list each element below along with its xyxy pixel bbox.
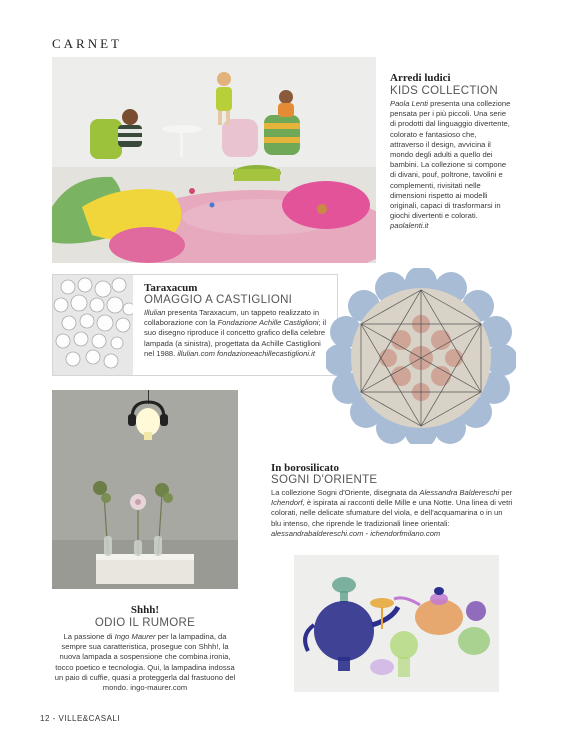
kids-subtitle: KIDS COLLECTION	[390, 85, 499, 97]
shhh-text1: La passione di	[63, 632, 115, 641]
shhh-body	[52, 632, 238, 693]
taraxacum-foundation: Fondazione Achille Castiglioni	[217, 318, 319, 328]
shhh-designer: Ingo Maurer	[114, 632, 156, 641]
shhh-text2: per la lampadina, da sempre sua caratteristica, prosegue con Shhh!, la nuova lampada a sospensione che combina ironia, tocco poetico e tecnologia. Qui, la lampadina indossa un paio di cuffie, quasi a proteggerla dal frastuono del mondo. ingo-maurer.com	[54, 632, 236, 693]
kids-url[interactable]: paolalenti.it	[390, 221, 429, 231]
borosilicato-subtitle: SOGNI D'ORIENTE	[271, 474, 378, 486]
borosilicato-title: In borosilicato	[271, 462, 339, 474]
taraxacum-body	[144, 308, 332, 359]
borosilicato-designer: Alessandra Baldereschi	[419, 488, 500, 497]
taraxacum-text1: presenta Taraxacum, un tappeto realizzato in collaborazione con la	[144, 308, 320, 328]
taraxacum-title: Taraxacum	[144, 282, 198, 294]
borosilicato-text2: per	[499, 488, 513, 497]
taraxacum-url[interactable]: illulian.com fondazioneachillecastiglioni.it	[177, 348, 315, 358]
borosilicato-body	[271, 488, 513, 539]
kids-text: presenta una collezione pensata per i più piccoli. Una serie di prodotti dal linguaggio divertente, colorato e fantasioso che, attraverso il design, avvicina il mondo degli adulti a quello dei bambini. La collezione si compone di divani, pouf, poltrone, tavolini e complementi, rivisitati nelle dimensioni rispetto ai modelli originali, capaci di trasformarsi in giochi divertenti e colorati.	[390, 99, 511, 221]
shhh-title: Shhh!	[130, 604, 160, 616]
section-title: CARNET	[52, 36, 122, 51]
taraxacum-lamp-photo	[53, 275, 133, 375]
taraxacum-text2: ; il suo disegno riproduce il concetto grafico della celebre lampada (a sinistra), progettata da Achille Castiglioni nel 1988.	[144, 318, 327, 358]
taraxacum-rug-image	[326, 268, 516, 444]
borosilicato-url[interactable]: alessandrabaldereschi.com - ichendorfmilano.com	[271, 528, 441, 538]
borosilicato-text3: , è ispirata ai racconti delle Mille e una Notte. Una linea di vetri colorati, nelle delicate sfumature del viola, e dell'acquamarina o in un blu intenso, che riprende le tradizionali linee orientali:	[271, 498, 513, 528]
kids-collection-photo	[52, 57, 376, 263]
borosilicato-text1: La collezione Sogni d'Oriente, disegnata da	[271, 488, 420, 497]
taraxacum-brand: Illulian	[144, 308, 166, 317]
borosilicato-brand: Ichendorf	[271, 498, 303, 508]
shhh-lamp-photo	[52, 390, 238, 589]
shhh-subtitle: ODIO IL RUMORE	[94, 617, 196, 629]
kids-brand: Paola Lenti	[390, 99, 428, 108]
kids-title: Arredi ludici	[390, 72, 451, 84]
kids-body	[390, 99, 512, 232]
sogni-oriente-glass-photo	[294, 555, 499, 692]
page-footer: 12 - VILLE&CASALI	[40, 714, 121, 723]
taraxacum-subtitle: OMAGGIO A CASTIGLIONI	[144, 294, 293, 306]
